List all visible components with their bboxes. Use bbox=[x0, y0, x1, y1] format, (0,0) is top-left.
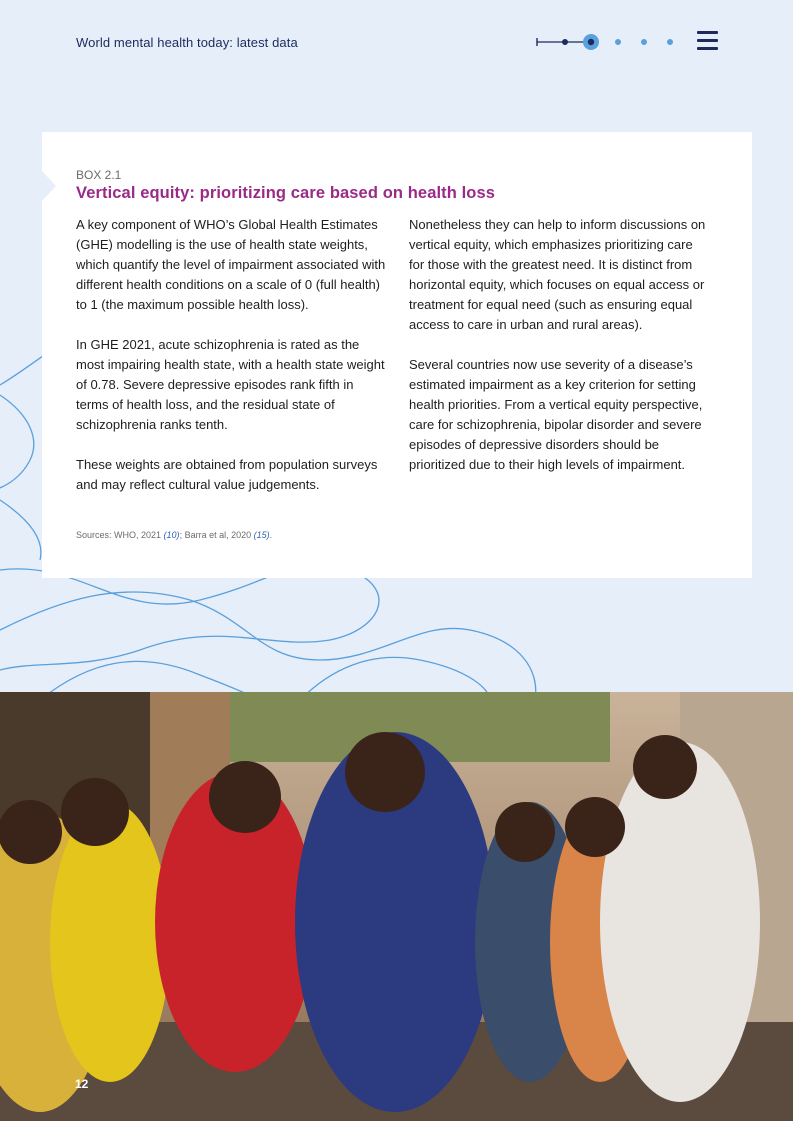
person-woman-striped bbox=[600, 742, 760, 1102]
sources-suffix: . bbox=[269, 530, 273, 540]
progress-dot-past bbox=[562, 39, 568, 45]
document-title: World mental health today: latest data bbox=[76, 35, 298, 50]
face bbox=[495, 802, 555, 862]
face bbox=[633, 735, 697, 799]
box-left-column bbox=[76, 215, 388, 515]
page-number: 12 bbox=[75, 1077, 89, 1091]
menu-icon[interactable] bbox=[694, 31, 720, 53]
progress-dot-next bbox=[641, 39, 647, 45]
person-boy-green bbox=[50, 802, 170, 1082]
face bbox=[345, 732, 425, 812]
reference-link[interactable]: (15) bbox=[253, 530, 270, 540]
face bbox=[0, 800, 62, 864]
family-photo bbox=[0, 692, 793, 1121]
box-right-column bbox=[409, 215, 709, 495]
reference-link[interactable]: (10) bbox=[163, 530, 180, 540]
paragraph: In GHE 2021, acute schizophrenia is rated as the most impairing health state, with a health state weight of 0.78. Severe depressive episodes rank fifth in terms of health loss, and the residual state of schizophrenia ranks tenth. bbox=[76, 337, 385, 432]
face bbox=[61, 778, 129, 846]
box-notch bbox=[42, 171, 56, 201]
sources-prefix: Sources: WHO, 2021 bbox=[76, 530, 164, 540]
face bbox=[565, 797, 625, 857]
sources-middle: ; Barra et al, 2020 bbox=[179, 530, 254, 540]
progress-dot-next bbox=[667, 39, 673, 45]
paragraph: A key component of WHO’s Global Health Estimates (GHE) modelling is the use of health state weights, which quantify the level of impairment associated with different health conditions on a scale of 0 (full health) to 1 (the maximum possible health loss). bbox=[76, 217, 386, 312]
face bbox=[209, 761, 281, 833]
paragraph: Nonetheless they can help to inform discussions on vertical equity, which emphasizes prioritizing care for those with the greatest need. It is distinct from horizontal equity, which focuses on equal access or treatment for equal need (such as ensuring equal access to care in urban and rural areas). bbox=[409, 217, 706, 332]
section-progress-nav[interactable] bbox=[530, 28, 690, 56]
paragraph: These weights are obtained from population surveys and may reflect cultural value judgements. bbox=[76, 457, 378, 492]
progress-dot-next bbox=[615, 39, 621, 45]
paragraph: Several countries now use severity of a disease’s estimated impairment as a key criterion for setting health priorities. From a vertical equity perspective, care for schizophrenia, bipolar disorder and severe episodes of depressive disorders should be prioritized due to their high levels of impairment. bbox=[409, 357, 703, 472]
box-label: BOX 2.1 bbox=[76, 168, 122, 182]
progress-dot-current bbox=[588, 39, 594, 45]
sources-note bbox=[76, 530, 272, 540]
box-heading: Vertical equity: prioritizing care based on health loss bbox=[76, 184, 496, 202]
